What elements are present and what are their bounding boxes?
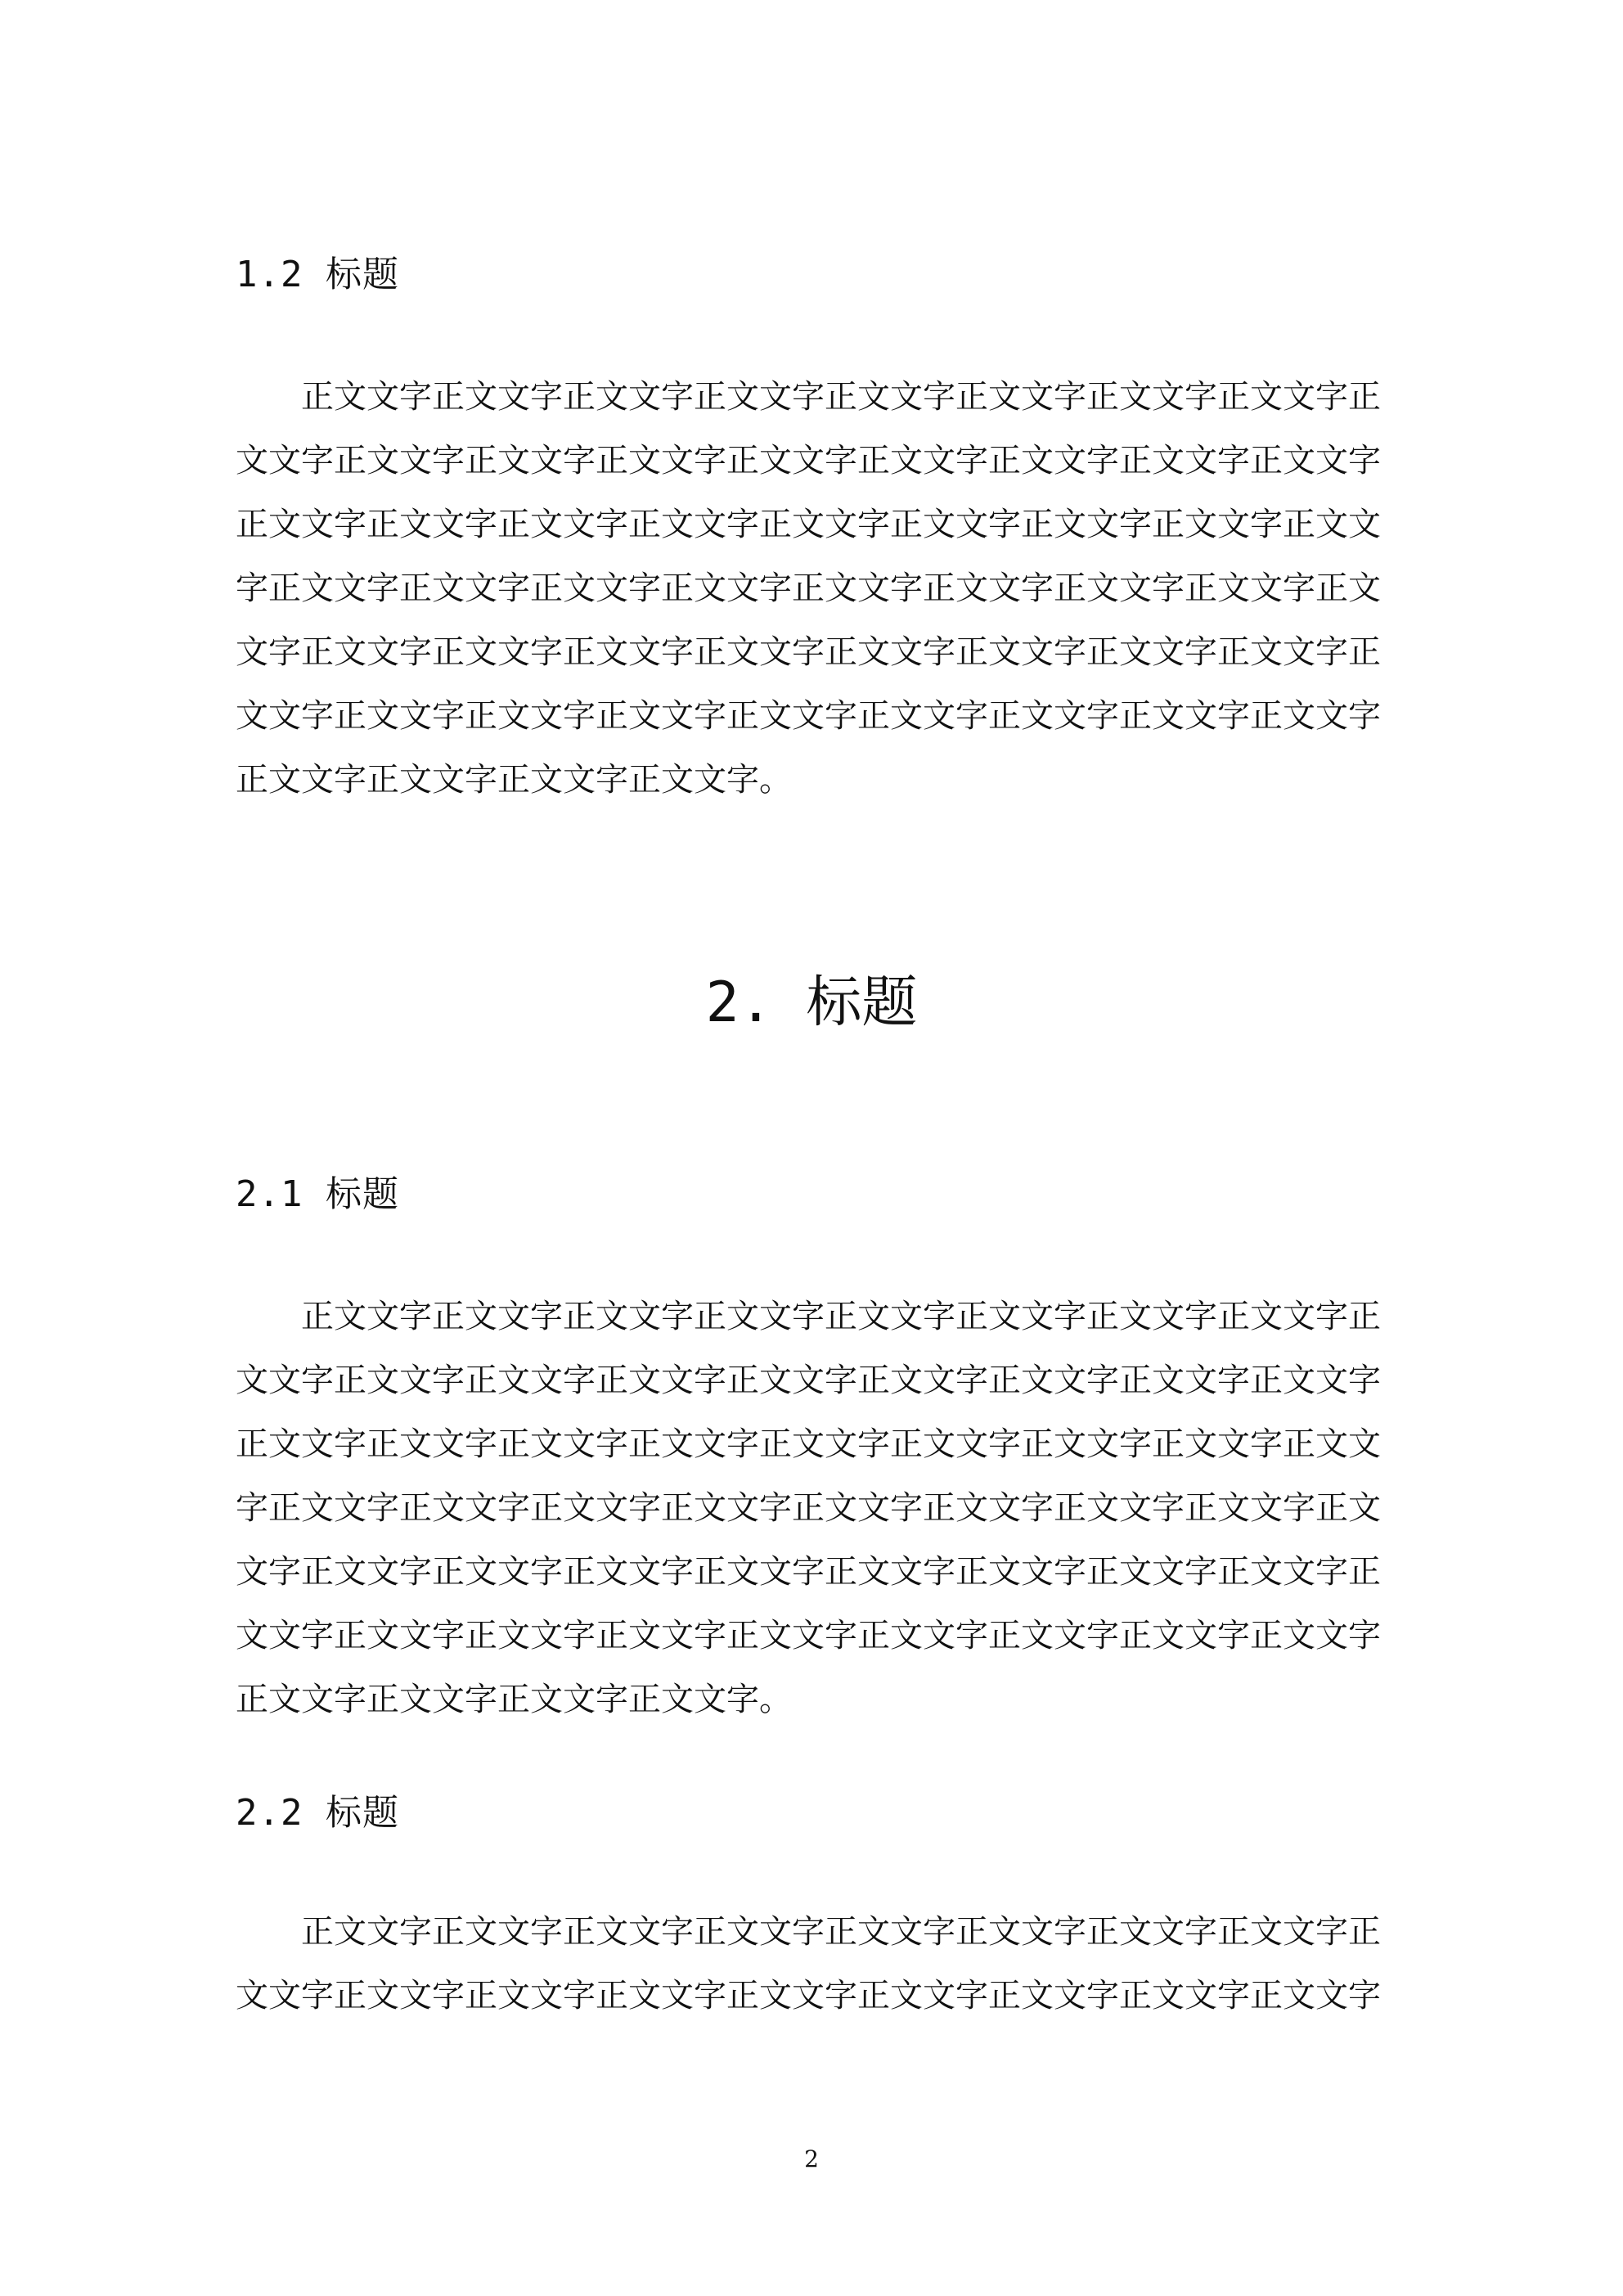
section-heading-2-2: 2.2 标题 xyxy=(236,1792,399,1834)
paragraph-line: 正文文字正文文字正文文字正文文字正文文字正文文字正文文字正文文字正 xyxy=(301,1913,1381,1951)
section-heading-1-2: 1.2 标题 xyxy=(236,254,399,295)
body-paragraph-2-2 xyxy=(236,1900,1387,2028)
body-paragraph-2-1 xyxy=(236,1285,1387,1731)
section-heading-2-1: 2.1 标题 xyxy=(236,1173,399,1215)
paragraph-line: 文文字正文文字正文文字正文文字正文文字正文文字正文文字正文文字正文文字 xyxy=(236,1362,1381,1399)
paragraph-line: 正文文字正文文字正文文字正文文字正文文字正文文字正文文字正文文字正 xyxy=(301,1298,1381,1335)
page-number: 2 xyxy=(804,2145,819,2172)
paragraph-line: 文文字正文文字正文文字正文文字正文文字正文文字正文文字正文文字正文文字 xyxy=(236,697,1381,735)
paragraph-line: 文字正文文字正文文字正文文字正文文字正文文字正文文字正文文字正文文字正 xyxy=(236,1553,1381,1591)
paragraph-line: 正文文字正文文字正文文字正文文字正文文字正文文字正文文字正文文字正文文 xyxy=(236,506,1381,543)
body-paragraph-1-2 xyxy=(236,365,1387,812)
chapter-heading-2: 2. 标题 xyxy=(705,970,918,1035)
paragraph-line: 文字正文文字正文文字正文文字正文文字正文文字正文文字正文文字正文文字正 xyxy=(236,633,1381,671)
paragraph-line: 正文文字正文文字正文文字正文文字正文文字正文文字正文文字正文文字正 xyxy=(301,378,1381,416)
paragraph-line: 正文文字正文文字正文文字正文文字正文文字正文文字正文文字正文文字正文文 xyxy=(236,1425,1381,1463)
paragraph-line: 文文字正文文字正文文字正文文字正文文字正文文字正文文字正文文字正文文字 xyxy=(236,1617,1381,1654)
paragraph-line: 字正文文字正文文字正文文字正文文字正文文字正文文字正文文字正文文字正文 xyxy=(236,569,1381,607)
paragraph-line: 文文字正文文字正文文字正文文字正文文字正文文字正文文字正文文字正文文字 xyxy=(236,442,1381,479)
paragraph-line: 正文文字正文文字正文文字正文文字。 xyxy=(236,1681,792,1718)
paragraph-line: 字正文文字正文文字正文文字正文文字正文文字正文文字正文文字正文文字正文 xyxy=(236,1489,1381,1527)
paragraph-line: 正文文字正文文字正文文字正文文字。 xyxy=(236,761,792,799)
paragraph-line: 文文字正文文字正文文字正文文字正文文字正文文字正文文字正文文字正文文字 xyxy=(236,1977,1381,2015)
